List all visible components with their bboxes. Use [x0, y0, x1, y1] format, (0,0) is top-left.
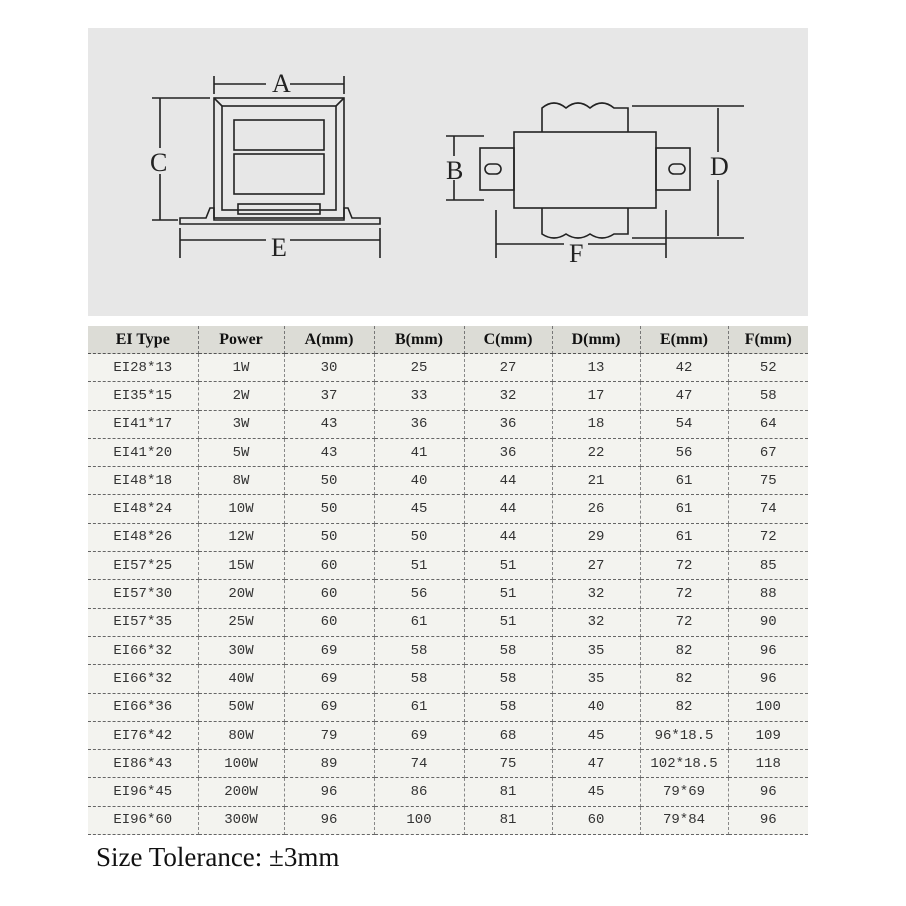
table-cell: 54 — [640, 410, 728, 438]
table-cell: 61 — [374, 608, 464, 636]
table-cell: 200W — [198, 778, 284, 806]
table-cell: 109 — [728, 721, 808, 749]
label-C: C — [150, 148, 168, 177]
table-cell: EI76*42 — [88, 721, 198, 749]
table-cell: 68 — [464, 721, 552, 749]
table-cell: 26 — [552, 495, 640, 523]
table-cell: 79 — [284, 721, 374, 749]
table-row — [88, 750, 808, 778]
table-cell: 96 — [728, 665, 808, 693]
table-cell: EI57*30 — [88, 580, 198, 608]
table-cell: 5W — [198, 438, 284, 466]
table-cell: 43 — [284, 410, 374, 438]
table-cell: EI57*35 — [88, 608, 198, 636]
table-cell: EI48*18 — [88, 467, 198, 495]
table-cell: 96 — [728, 806, 808, 834]
table-row — [88, 495, 808, 523]
column-header: C(mm) — [464, 326, 552, 354]
table-cell: 58 — [374, 636, 464, 664]
table-row — [88, 608, 808, 636]
table-cell: 69 — [284, 636, 374, 664]
front-view — [152, 76, 380, 258]
table-cell: 51 — [464, 552, 552, 580]
table-cell: 81 — [464, 806, 552, 834]
table-cell: EI41*17 — [88, 410, 198, 438]
table-cell: 35 — [552, 636, 640, 664]
top-view — [446, 103, 744, 258]
table-cell: EI96*45 — [88, 778, 198, 806]
table-cell: 2W — [198, 382, 284, 410]
table-cell: 27 — [464, 354, 552, 382]
table-cell: 50W — [198, 693, 284, 721]
table-cell: 40 — [552, 693, 640, 721]
table-cell: 58 — [464, 636, 552, 664]
table-cell: 25W — [198, 608, 284, 636]
table-cell: 100W — [198, 750, 284, 778]
table-cell: 56 — [640, 438, 728, 466]
table-cell: 50 — [284, 523, 374, 551]
table-cell: 118 — [728, 750, 808, 778]
table-cell: 86 — [374, 778, 464, 806]
table-cell: 85 — [728, 552, 808, 580]
table-row — [88, 410, 808, 438]
table-cell: 74 — [728, 495, 808, 523]
table-cell: 60 — [552, 806, 640, 834]
table-cell: 58 — [728, 382, 808, 410]
table-cell: 67 — [728, 438, 808, 466]
table-cell: 45 — [552, 778, 640, 806]
table-row — [88, 354, 808, 382]
table-cell: 72 — [640, 580, 728, 608]
table-cell: 32 — [552, 608, 640, 636]
table-cell: 40W — [198, 665, 284, 693]
table-cell: 96 — [284, 778, 374, 806]
table-cell: 96 — [728, 778, 808, 806]
table-cell: 27 — [552, 552, 640, 580]
table-cell: 36 — [464, 410, 552, 438]
table-cell: 47 — [552, 750, 640, 778]
table-cell: 12W — [198, 523, 284, 551]
column-header: A(mm) — [284, 326, 374, 354]
table-cell: 47 — [640, 382, 728, 410]
table-cell: EI86*43 — [88, 750, 198, 778]
table-cell: 51 — [464, 608, 552, 636]
table-cell: 36 — [464, 438, 552, 466]
column-header: F(mm) — [728, 326, 808, 354]
table-cell: 69 — [374, 721, 464, 749]
table-cell: 88 — [728, 580, 808, 608]
table-cell: 79*84 — [640, 806, 728, 834]
table-row — [88, 636, 808, 664]
table-cell: 29 — [552, 523, 640, 551]
table-cell: 61 — [640, 495, 728, 523]
table-cell: 100 — [374, 806, 464, 834]
table-cell: EI66*32 — [88, 636, 198, 664]
table-cell: EI28*13 — [88, 354, 198, 382]
table-cell: 58 — [374, 665, 464, 693]
table-cell: 37 — [284, 382, 374, 410]
column-header: B(mm) — [374, 326, 464, 354]
table-row — [88, 438, 808, 466]
table-cell: 10W — [198, 495, 284, 523]
table-cell: 43 — [284, 438, 374, 466]
table-row — [88, 467, 808, 495]
table-cell: 32 — [464, 382, 552, 410]
table-cell: 50 — [284, 467, 374, 495]
table-cell: 102*18.5 — [640, 750, 728, 778]
column-header: D(mm) — [552, 326, 640, 354]
table-cell: 82 — [640, 665, 728, 693]
table-cell: EI48*24 — [88, 495, 198, 523]
table-cell: 32 — [552, 580, 640, 608]
table-cell: 69 — [284, 693, 374, 721]
table-cell: EI66*36 — [88, 693, 198, 721]
table-cell: 25 — [374, 354, 464, 382]
table-cell: 72 — [728, 523, 808, 551]
table-header-row — [88, 326, 808, 354]
table-cell: 3W — [198, 410, 284, 438]
transformer-spec-table — [88, 326, 808, 835]
table-cell: EI66*32 — [88, 665, 198, 693]
table-cell: 69 — [284, 665, 374, 693]
table-cell: 300W — [198, 806, 284, 834]
table-cell: 8W — [198, 467, 284, 495]
table-cell: 1W — [198, 354, 284, 382]
table-cell: 36 — [374, 410, 464, 438]
table-cell: 45 — [374, 495, 464, 523]
table-cell: 51 — [464, 580, 552, 608]
table-cell: 81 — [464, 778, 552, 806]
size-tolerance-note: Size Tolerance: ±3mm — [96, 842, 340, 872]
table-cell: 100 — [728, 693, 808, 721]
table-cell: EI57*25 — [88, 552, 198, 580]
table-cell: 61 — [640, 523, 728, 551]
table-cell: 22 — [552, 438, 640, 466]
table-cell: 60 — [284, 552, 374, 580]
table-cell: 56 — [374, 580, 464, 608]
table-body — [88, 354, 808, 835]
table-cell: 30W — [198, 636, 284, 664]
table-cell: EI41*20 — [88, 438, 198, 466]
table-cell: 61 — [374, 693, 464, 721]
dimension-drawing — [88, 28, 808, 316]
table-cell: 20W — [198, 580, 284, 608]
table-cell: 74 — [374, 750, 464, 778]
table-cell: 15W — [198, 552, 284, 580]
table-row — [88, 552, 808, 580]
table-cell: 60 — [284, 580, 374, 608]
column-header: Power — [198, 326, 284, 354]
table-cell: 79*69 — [640, 778, 728, 806]
column-header: E(mm) — [640, 326, 728, 354]
table-cell: 17 — [552, 382, 640, 410]
table-cell: EI96*60 — [88, 806, 198, 834]
table-cell: 13 — [552, 354, 640, 382]
column-header: EI Type — [88, 326, 198, 354]
table-cell: 41 — [374, 438, 464, 466]
transformer-dimension-diagram — [88, 28, 808, 316]
table-cell: 96*18.5 — [640, 721, 728, 749]
table-row — [88, 721, 808, 749]
table-cell: 44 — [464, 495, 552, 523]
label-F: F — [569, 239, 584, 268]
table-cell: 72 — [640, 552, 728, 580]
table-cell: 35 — [552, 665, 640, 693]
table-row — [88, 778, 808, 806]
label-D: D — [710, 152, 729, 181]
table-row — [88, 382, 808, 410]
label-A: A — [272, 69, 291, 98]
table-row — [88, 580, 808, 608]
table-cell: 75 — [728, 467, 808, 495]
table-cell: 42 — [640, 354, 728, 382]
table-cell: 90 — [728, 608, 808, 636]
table-cell: 44 — [464, 467, 552, 495]
table-cell: 51 — [374, 552, 464, 580]
table-cell: 18 — [552, 410, 640, 438]
table-cell: 82 — [640, 636, 728, 664]
table-cell: 58 — [464, 665, 552, 693]
table-cell: 96 — [284, 806, 374, 834]
table-cell: 50 — [284, 495, 374, 523]
table-cell: 96 — [728, 636, 808, 664]
table-cell: 30 — [284, 354, 374, 382]
table-row — [88, 693, 808, 721]
table-row — [88, 806, 808, 834]
table-cell: 64 — [728, 410, 808, 438]
table-cell: 58 — [464, 693, 552, 721]
label-B: B — [446, 156, 464, 185]
table-cell: 40 — [374, 467, 464, 495]
table-cell: 89 — [284, 750, 374, 778]
table-cell: EI48*26 — [88, 523, 198, 551]
table-cell: 33 — [374, 382, 464, 410]
table-cell: 82 — [640, 693, 728, 721]
table-row — [88, 523, 808, 551]
table-cell: 45 — [552, 721, 640, 749]
table-cell: EI35*15 — [88, 382, 198, 410]
table-cell: 80W — [198, 721, 284, 749]
table-cell: 60 — [284, 608, 374, 636]
table-cell: 21 — [552, 467, 640, 495]
table-row — [88, 665, 808, 693]
label-E: E — [271, 233, 287, 262]
table-cell: 50 — [374, 523, 464, 551]
table-cell: 52 — [728, 354, 808, 382]
table-cell: 75 — [464, 750, 552, 778]
table-cell: 44 — [464, 523, 552, 551]
table-cell: 61 — [640, 467, 728, 495]
table-cell: 72 — [640, 608, 728, 636]
